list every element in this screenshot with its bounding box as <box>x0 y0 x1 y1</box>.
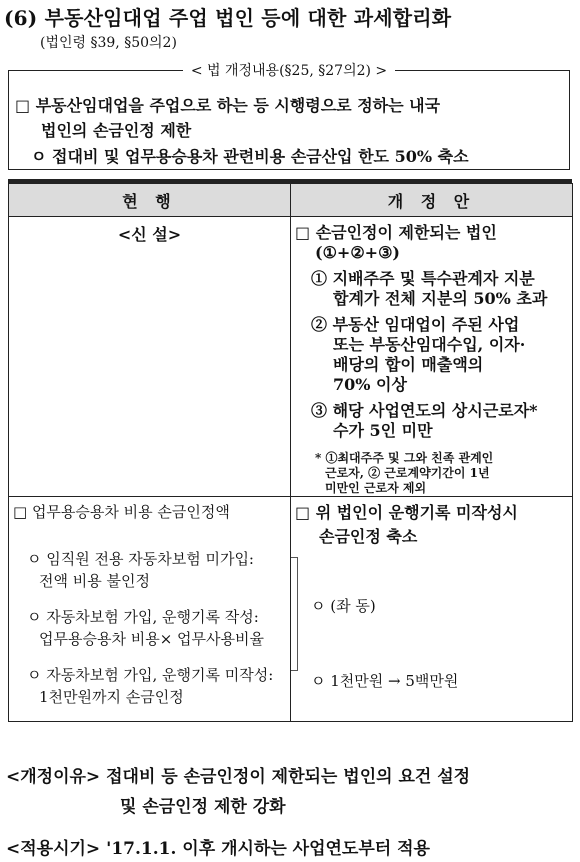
footnote-3: 미만인 근로자 제외 <box>325 481 427 495</box>
car-item-1-cont: 전액 비용 불인정 <box>39 572 150 590</box>
car-item-2-cont: 업무용승용차 비용× 업무사용비율 <box>39 630 264 648</box>
reason-line-1 <box>6 762 470 787</box>
reason-label: <개정이유> <box>6 767 101 787</box>
current-car-cell <box>9 497 291 722</box>
car-item-3-cont: 1천만원까지 손금인정 <box>39 688 184 706</box>
summary-box-title: < 법 개정내용(§25, §27의2) > <box>183 63 395 79</box>
effective-line <box>6 834 430 859</box>
section-title: (6) 부동산임대업 주업 법인 등에 대한 과세합리화 <box>4 6 452 30</box>
car-item-2: ㅇ 자동차보험 가입, 운행기록 작성: <box>27 608 259 626</box>
grouping-bracket <box>291 557 298 671</box>
summary-box <box>8 63 570 170</box>
car-proposal: □ 위 법인이 운행기록 미작성시 <box>295 503 518 522</box>
footnote-2: 근로자, ② 근로계약기간이 1년 <box>325 466 490 480</box>
footnote-1: * ①최대주주 및 그와 친족 관계인 <box>315 451 494 465</box>
summary-line-3: ㅇ 접대비 및 업무용승용차 관련비용 손금산입 한도 50% 축소 <box>31 147 469 166</box>
header-proposed: 개 정 안 <box>291 184 573 217</box>
same-as-current: ㅇ (좌 동) <box>311 597 376 615</box>
criterion-1-cont: 합계가 전체 지분의 50% 초과 <box>333 289 548 308</box>
limit-change: ㅇ 1천만원 → 5백만원 <box>311 672 459 690</box>
criterion-2: ② 부동산 임대업이 주된 사업 <box>311 315 520 334</box>
criterion-1: ① 지배주주 및 특수관계자 지분 <box>311 269 535 288</box>
law-reference: (법인령 §39, §50의2) <box>40 35 177 51</box>
proposed-criteria-cell <box>291 217 573 497</box>
proposed-car-cell <box>291 497 573 722</box>
effective-text: '17.1.1. 이후 개시하는 사업연도부터 적용 <box>106 839 430 859</box>
criterion-2-cont-3: 70% 이상 <box>333 375 407 394</box>
criterion-2-cont-1: 또는 부동산임대수입, 이자· <box>333 335 526 354</box>
current-new-cell <box>9 217 291 497</box>
effective-label: <적용시기> <box>6 839 101 859</box>
criterion-3-cont: 수가 5인 미만 <box>333 421 433 440</box>
criteria-lead: □ 손금인정이 제한되는 법인 <box>295 223 497 242</box>
reason-line-2: 및 손금인정 제한 강화 <box>120 797 286 817</box>
car-cost-heading: □ 업무용승용차 비용 손금인정액 <box>13 503 230 521</box>
summary-line-2: 법인의 손금인정 제한 <box>41 121 192 140</box>
car-item-1: ㅇ 임직원 전용 자동차보험 미가입: <box>27 550 254 568</box>
reason-text: 접대비 등 손금인정이 제한되는 법인의 요건 설정 <box>106 767 471 787</box>
criterion-3: ③ 해당 사업연도의 상시근로자* <box>311 401 538 420</box>
header-current: 현 행 <box>9 184 291 217</box>
car-proposal-cont: 손금인정 축소 <box>319 527 418 546</box>
car-item-3: ㅇ 자동차보험 가입, 운행기록 미작성: <box>27 666 274 684</box>
summary-box-title-wrap <box>9 60 569 80</box>
criterion-2-cont-2: 배당의 합이 매출액의 <box>333 355 484 374</box>
criteria-formula: (①+②+③) <box>315 243 400 262</box>
comparison-table <box>8 183 573 722</box>
summary-line-1: □ 부동산임대업을 주업으로 하는 등 시행령으로 정하는 내국 <box>15 96 441 115</box>
new-provision-label: <신 설> <box>117 225 182 244</box>
